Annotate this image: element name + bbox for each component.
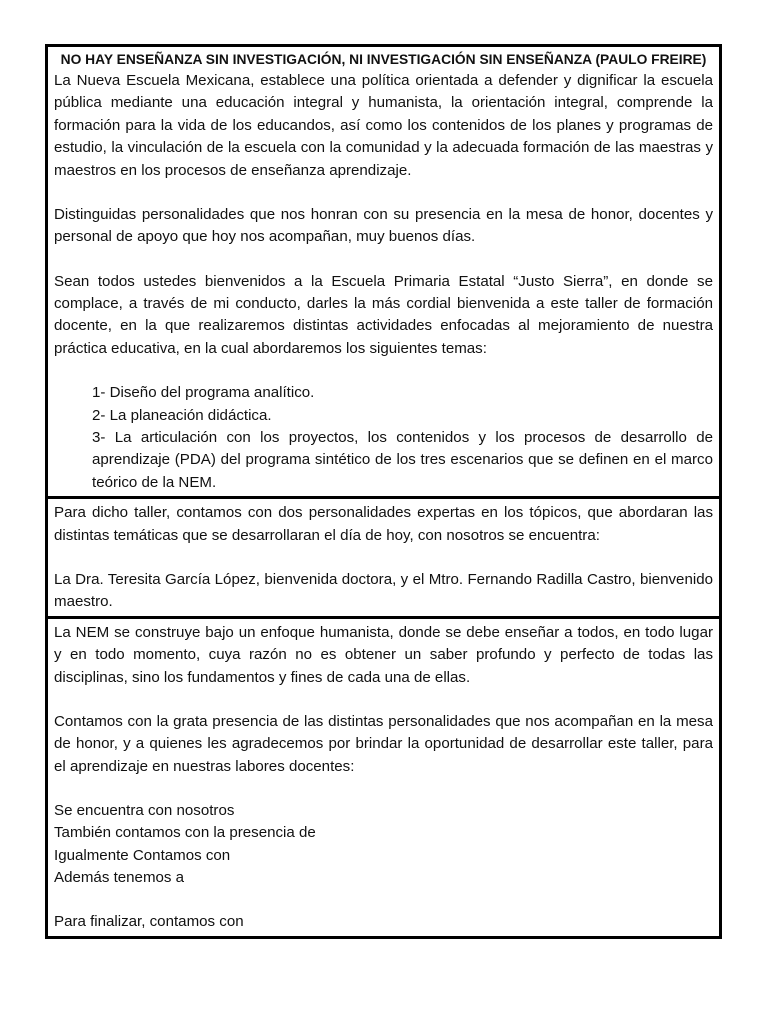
paragraph-greeting: Distinguidas personalidades que nos honran con su presencia en la mesa de honor, docentes y personal de apoyo que hoy nos acompañan, muy buenos días. (54, 205, 713, 246)
topic-item: 3- La articulación con los proyectos, los contenidos y los procesos de desarrollo de aprendizaje (PDA) del programa sintético de los tres escenarios que se definen en el marco teórico de la NEM. (92, 428, 713, 491)
paragraph-honor-table: Contamos con la grata presencia de las distintas personalidades que nos acompañan en la mesa de honor, y a quienes les agradecemos por brindar la oportunidad de desarrollar este taller, para el aprendizaje en nuestras labores docentes: (54, 712, 713, 775)
guest-line: Igualmente Contamos con (54, 846, 231, 864)
section-honor-table (45, 616, 722, 939)
paragraph-spacer (54, 547, 713, 569)
paragraph-spacer (54, 360, 713, 382)
topic-item: 2- La planeación didáctica. (92, 406, 272, 424)
section-experts (45, 496, 722, 619)
document-page (45, 44, 722, 939)
paragraph-spacer (54, 890, 713, 912)
closing-line: Para finalizar, contamos con (54, 913, 244, 931)
topic-item: 1- Diseño del programa analítico. (92, 384, 315, 402)
paragraph-spacer (54, 689, 713, 711)
section-welcome (45, 44, 722, 499)
guest-line: También contamos con la presencia de (54, 824, 316, 842)
document-title: NO HAY ENSEÑANZA SIN INVESTIGACIÓN, NI INVESTIGACIÓN SIN ENSEÑANZA (PAULO FREIRE) (60, 52, 707, 67)
guest-line: Además tenemos a (54, 869, 185, 887)
guest-line: Se encuentra con nosotros (54, 801, 235, 819)
paragraph-spacer (54, 778, 713, 800)
paragraph-experts-names: La Dra. Teresita García López, bienvenida doctora, y el Mtro. Fernando Radilla Castro, bienvenido maestro. (54, 570, 713, 611)
paragraph-spacer (54, 182, 713, 204)
paragraph-nem-policy: La Nueva Escuela Mexicana, establece una política orientada a defender y dignificar la escuela pública mediante una educación integral y humanista, la orientación integral, comprende la formación para la vida de los educandos, así como los contenidos de los planes y programas de estudio, la vinculación de la escuela con la comunidad y la adecuada formación de las maestras y maestros en los procesos de enseñanza aprendizaje. (54, 72, 713, 179)
paragraph-spacer (54, 249, 713, 271)
topics-list (54, 382, 713, 494)
paragraph-experts-intro: Para dicho taller, contamos con dos personalidades expertas en los tópicos, que abordaran las distintas temáticas que se desarrollaran el día de hoy, con nosotros se encuentra: (54, 504, 713, 544)
paragraph-welcome: Sean todos ustedes bienvenidos a la Escuela Primaria Estatal “Justo Sierra”, en donde se complace, a través de mi conducto, darles la más cordial bienvenida a este taller de formación docente, en la que realizaremos distintas actividades enfocadas al mejoramiento de nuestra práctica educativa, en la cual abordaremos los siguientes temas: (54, 272, 713, 357)
paragraph-nem-humanist: La NEM se construye bajo un enfoque humanista, donde se debe enseñar a todos, en todo lugar y en todo momento, cuya razón no es obtener un saber profundo y perfecto de todas las disciplinas, sino los fundamentos y fines de cada una de ellas. (54, 623, 713, 686)
